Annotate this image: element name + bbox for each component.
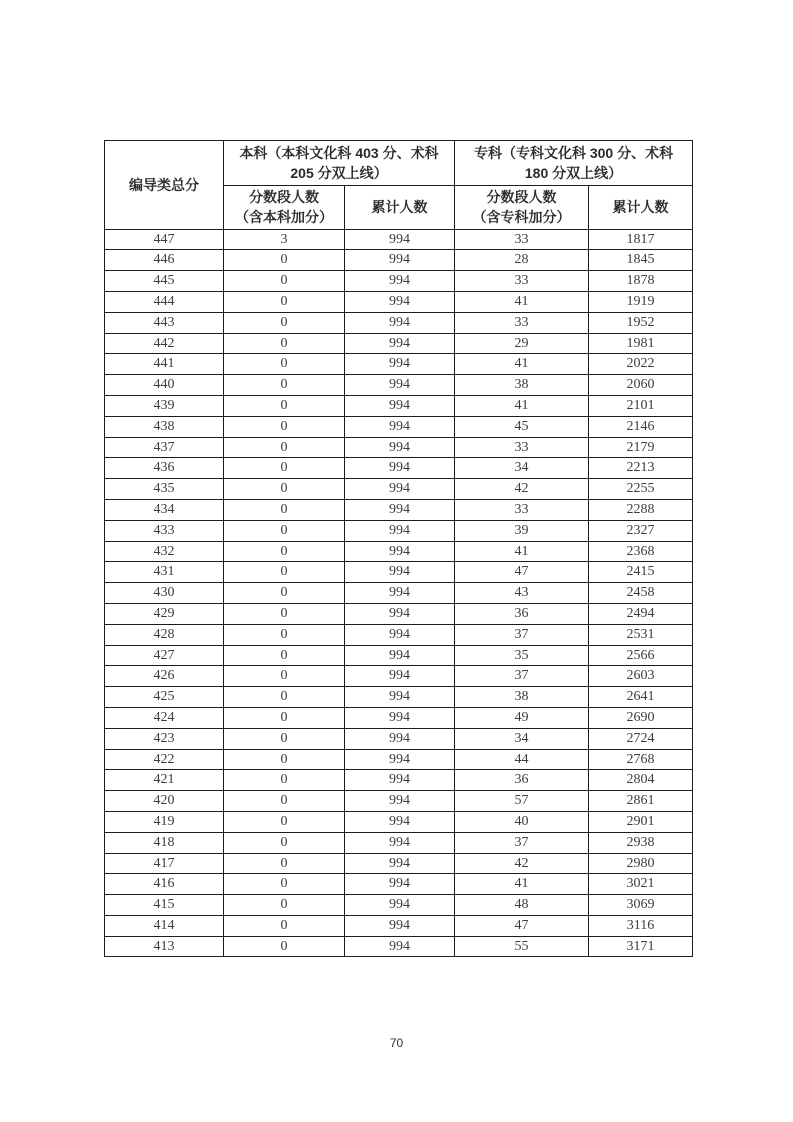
table-cell: 994 — [345, 853, 455, 874]
table-cell: 0 — [224, 375, 345, 396]
table-cell: 34 — [455, 458, 589, 479]
table-row — [105, 250, 693, 271]
table-cell: 2101 — [589, 395, 693, 416]
table-cell: 1981 — [589, 333, 693, 354]
col-header-benke-cumulative: 累计人数 — [345, 186, 455, 230]
table-cell: 447 — [105, 229, 224, 250]
table-cell: 0 — [224, 749, 345, 770]
table-row — [105, 915, 693, 936]
table-cell: 0 — [224, 728, 345, 749]
table-cell: 427 — [105, 645, 224, 666]
table-cell: 0 — [224, 437, 345, 458]
table-cell: 0 — [224, 853, 345, 874]
table-cell: 44 — [455, 749, 589, 770]
table-cell: 2980 — [589, 853, 693, 874]
table-cell: 994 — [345, 271, 455, 292]
table-cell: 1817 — [589, 229, 693, 250]
table-cell: 442 — [105, 333, 224, 354]
table-cell: 0 — [224, 416, 345, 437]
table-cell: 2368 — [589, 541, 693, 562]
table-cell: 2641 — [589, 687, 693, 708]
table-cell: 3116 — [589, 915, 693, 936]
table-cell: 419 — [105, 811, 224, 832]
table-cell: 0 — [224, 271, 345, 292]
table-cell: 994 — [345, 645, 455, 666]
col-header-benke-group — [224, 141, 455, 186]
table-cell: 421 — [105, 770, 224, 791]
table-cell: 441 — [105, 354, 224, 375]
table-cell: 2415 — [589, 562, 693, 583]
table-cell: 33 — [455, 312, 589, 333]
table-cell: 422 — [105, 749, 224, 770]
table-cell: 0 — [224, 936, 345, 957]
table-cell: 994 — [345, 354, 455, 375]
table-cell: 415 — [105, 895, 224, 916]
table-cell: 43 — [455, 583, 589, 604]
table-cell: 0 — [224, 811, 345, 832]
table-cell: 430 — [105, 583, 224, 604]
page-number: 70 — [389, 1036, 404, 1050]
table-row — [105, 707, 693, 728]
table-cell: 994 — [345, 728, 455, 749]
table-cell: 37 — [455, 832, 589, 853]
table-cell: 33 — [455, 229, 589, 250]
table-cell: 417 — [105, 853, 224, 874]
table-cell: 994 — [345, 229, 455, 250]
table-cell: 42 — [455, 853, 589, 874]
table-cell: 994 — [345, 395, 455, 416]
table-cell: 994 — [345, 333, 455, 354]
table-cell: 0 — [224, 291, 345, 312]
table-cell: 0 — [224, 666, 345, 687]
table-row — [105, 666, 693, 687]
table-cell: 0 — [224, 915, 345, 936]
table-cell: 2861 — [589, 791, 693, 812]
table-row — [105, 853, 693, 874]
table-cell: 0 — [224, 645, 345, 666]
table-row — [105, 645, 693, 666]
table-cell: 0 — [224, 479, 345, 500]
table-cell: 425 — [105, 687, 224, 708]
table-cell: 420 — [105, 791, 224, 812]
table-cell: 440 — [105, 375, 224, 396]
table-cell: 2060 — [589, 375, 693, 396]
table-row — [105, 832, 693, 853]
table-cell: 0 — [224, 312, 345, 333]
table-body — [105, 229, 693, 957]
table-cell: 0 — [224, 791, 345, 812]
table-cell: 434 — [105, 499, 224, 520]
table-row — [105, 603, 693, 624]
table-row — [105, 312, 693, 333]
table-cell: 994 — [345, 624, 455, 645]
benke-group-title-line2: 205 分双上线） — [290, 165, 388, 181]
table-row — [105, 333, 693, 354]
table-cell: 0 — [224, 541, 345, 562]
table-row — [105, 791, 693, 812]
table-cell: 49 — [455, 707, 589, 728]
table-cell: 2255 — [589, 479, 693, 500]
table-cell: 438 — [105, 416, 224, 437]
table-cell: 3 — [224, 229, 345, 250]
table-row — [105, 479, 693, 500]
table-cell: 0 — [224, 603, 345, 624]
table-cell: 994 — [345, 749, 455, 770]
zhuanke-segment-label-line2: （含专科加分） — [472, 209, 571, 226]
table-cell: 446 — [105, 250, 224, 271]
table-cell: 39 — [455, 520, 589, 541]
table-cell: 0 — [224, 333, 345, 354]
table-cell: 2146 — [589, 416, 693, 437]
zhuanke-segment-label-line1: 分数段人数 — [486, 189, 557, 205]
table-row — [105, 874, 693, 895]
table-cell: 2724 — [589, 728, 693, 749]
table-cell: 41 — [455, 291, 589, 312]
table-cell: 432 — [105, 541, 224, 562]
table-cell: 994 — [345, 811, 455, 832]
table-cell: 2022 — [589, 354, 693, 375]
table-cell: 1919 — [589, 291, 693, 312]
table-cell: 414 — [105, 915, 224, 936]
table-cell: 29 — [455, 333, 589, 354]
table-row — [105, 395, 693, 416]
benke-segment-label-line1: 分数段人数 — [249, 189, 319, 205]
table-cell: 994 — [345, 603, 455, 624]
table-row — [105, 291, 693, 312]
table-row — [105, 520, 693, 541]
table-row — [105, 562, 693, 583]
table-cell: 0 — [224, 583, 345, 604]
table-cell: 994 — [345, 541, 455, 562]
table-cell: 994 — [345, 520, 455, 541]
table-cell: 55 — [455, 936, 589, 957]
table-cell: 48 — [455, 895, 589, 916]
table-row — [105, 499, 693, 520]
table-cell: 994 — [345, 375, 455, 396]
table-cell: 2768 — [589, 749, 693, 770]
table-cell: 2327 — [589, 520, 693, 541]
table-cell: 0 — [224, 562, 345, 583]
table-row — [105, 624, 693, 645]
table-cell: 2804 — [589, 770, 693, 791]
table-cell: 47 — [455, 915, 589, 936]
table-cell: 37 — [455, 666, 589, 687]
table-row — [105, 354, 693, 375]
table-cell: 47 — [455, 562, 589, 583]
table-row — [105, 437, 693, 458]
table-cell: 0 — [224, 458, 345, 479]
col-header-zhuanke-group — [455, 141, 693, 186]
table-cell: 443 — [105, 312, 224, 333]
table-cell: 994 — [345, 291, 455, 312]
table-cell: 994 — [345, 874, 455, 895]
table-row — [105, 936, 693, 957]
table-cell: 994 — [345, 707, 455, 728]
table-cell: 33 — [455, 499, 589, 520]
table-cell: 1845 — [589, 250, 693, 271]
table-cell: 994 — [345, 583, 455, 604]
table-cell: 1952 — [589, 312, 693, 333]
table-row — [105, 583, 693, 604]
table-cell: 994 — [345, 562, 455, 583]
table-cell: 2494 — [589, 603, 693, 624]
table-cell: 0 — [224, 874, 345, 895]
score-distribution-table — [104, 140, 693, 957]
col-header-zhuanke-cumulative: 累计人数 — [589, 186, 693, 230]
table-cell: 0 — [224, 499, 345, 520]
table-cell: 41 — [455, 395, 589, 416]
table-row — [105, 770, 693, 791]
table-row — [105, 375, 693, 396]
table-cell: 0 — [224, 895, 345, 916]
table-cell: 0 — [224, 687, 345, 708]
table-header — [105, 141, 693, 230]
table-cell: 994 — [345, 416, 455, 437]
table-cell: 0 — [224, 770, 345, 791]
table-cell: 42 — [455, 479, 589, 500]
table-row — [105, 541, 693, 562]
table-cell: 0 — [224, 624, 345, 645]
table-cell: 994 — [345, 250, 455, 271]
table-cell: 2566 — [589, 645, 693, 666]
table-cell: 0 — [224, 354, 345, 375]
table-cell: 36 — [455, 770, 589, 791]
table-row — [105, 416, 693, 437]
table-cell: 994 — [345, 895, 455, 916]
table-cell: 428 — [105, 624, 224, 645]
table-cell: 994 — [345, 791, 455, 812]
table-cell: 994 — [345, 915, 455, 936]
table-cell: 423 — [105, 728, 224, 749]
col-header-benke-segment-count — [224, 186, 345, 230]
table-cell: 3021 — [589, 874, 693, 895]
table-row — [105, 229, 693, 250]
table-cell: 433 — [105, 520, 224, 541]
table-cell: 33 — [455, 271, 589, 292]
table-cell: 2531 — [589, 624, 693, 645]
table-cell: 2938 — [589, 832, 693, 853]
table-cell: 2213 — [589, 458, 693, 479]
col-header-zhuanke-segment-count — [455, 186, 589, 230]
table-cell: 36 — [455, 603, 589, 624]
table-cell: 426 — [105, 666, 224, 687]
benke-group-title-line1: 本科（本科文化科 403 分、术科 — [239, 144, 439, 161]
table-cell: 994 — [345, 770, 455, 791]
table-cell: 445 — [105, 271, 224, 292]
table-cell: 37 — [455, 624, 589, 645]
table-row — [105, 271, 693, 292]
table-cell: 994 — [345, 666, 455, 687]
table-cell: 2901 — [589, 811, 693, 832]
table-cell: 38 — [455, 375, 589, 396]
table-cell: 41 — [455, 874, 589, 895]
table-cell: 40 — [455, 811, 589, 832]
table-cell: 0 — [224, 707, 345, 728]
table-cell: 57 — [455, 791, 589, 812]
table-cell: 994 — [345, 479, 455, 500]
table-cell: 35 — [455, 645, 589, 666]
zhuanke-group-title-line1: 专科（专科文化科 300 分、术科 — [473, 144, 674, 161]
table-cell: 429 — [105, 603, 224, 624]
table-cell: 994 — [345, 458, 455, 479]
table-cell: 34 — [455, 728, 589, 749]
table-cell: 437 — [105, 437, 224, 458]
table-cell: 431 — [105, 562, 224, 583]
table-cell: 33 — [455, 437, 589, 458]
table-cell: 435 — [105, 479, 224, 500]
table-cell: 38 — [455, 687, 589, 708]
table-cell: 994 — [345, 936, 455, 957]
table-cell: 2179 — [589, 437, 693, 458]
table-cell: 1878 — [589, 271, 693, 292]
table-cell: 2690 — [589, 707, 693, 728]
table-cell: 0 — [224, 520, 345, 541]
table-cell: 418 — [105, 832, 224, 853]
table-cell: 994 — [345, 312, 455, 333]
table-cell: 413 — [105, 936, 224, 957]
header-group-row — [105, 141, 693, 186]
table-row — [105, 749, 693, 770]
table-row — [105, 458, 693, 479]
table-cell: 994 — [345, 687, 455, 708]
table-cell: 994 — [345, 499, 455, 520]
table-cell: 424 — [105, 707, 224, 728]
table-row — [105, 728, 693, 749]
table-cell: 2458 — [589, 583, 693, 604]
benke-segment-label-line2: （含本科加分） — [235, 209, 333, 226]
table-cell: 0 — [224, 395, 345, 416]
table-cell: 3171 — [589, 936, 693, 957]
table-row — [105, 811, 693, 832]
table-cell: 2603 — [589, 666, 693, 687]
table-cell: 436 — [105, 458, 224, 479]
zhuanke-group-title-line2: 180 分双上线） — [524, 165, 623, 181]
table-cell: 3069 — [589, 895, 693, 916]
table-row — [105, 895, 693, 916]
table-cell: 41 — [455, 541, 589, 562]
table-row — [105, 687, 693, 708]
table-cell: 994 — [345, 437, 455, 458]
table-cell: 439 — [105, 395, 224, 416]
table-cell: 994 — [345, 832, 455, 853]
table-cell: 41 — [455, 354, 589, 375]
table-cell: 28 — [455, 250, 589, 271]
table-cell: 45 — [455, 416, 589, 437]
table-cell: 0 — [224, 250, 345, 271]
table-cell: 2288 — [589, 499, 693, 520]
table-cell: 0 — [224, 832, 345, 853]
col-header-category: 编导类总分 — [105, 141, 224, 230]
table-cell: 444 — [105, 291, 224, 312]
table-cell: 416 — [105, 874, 224, 895]
